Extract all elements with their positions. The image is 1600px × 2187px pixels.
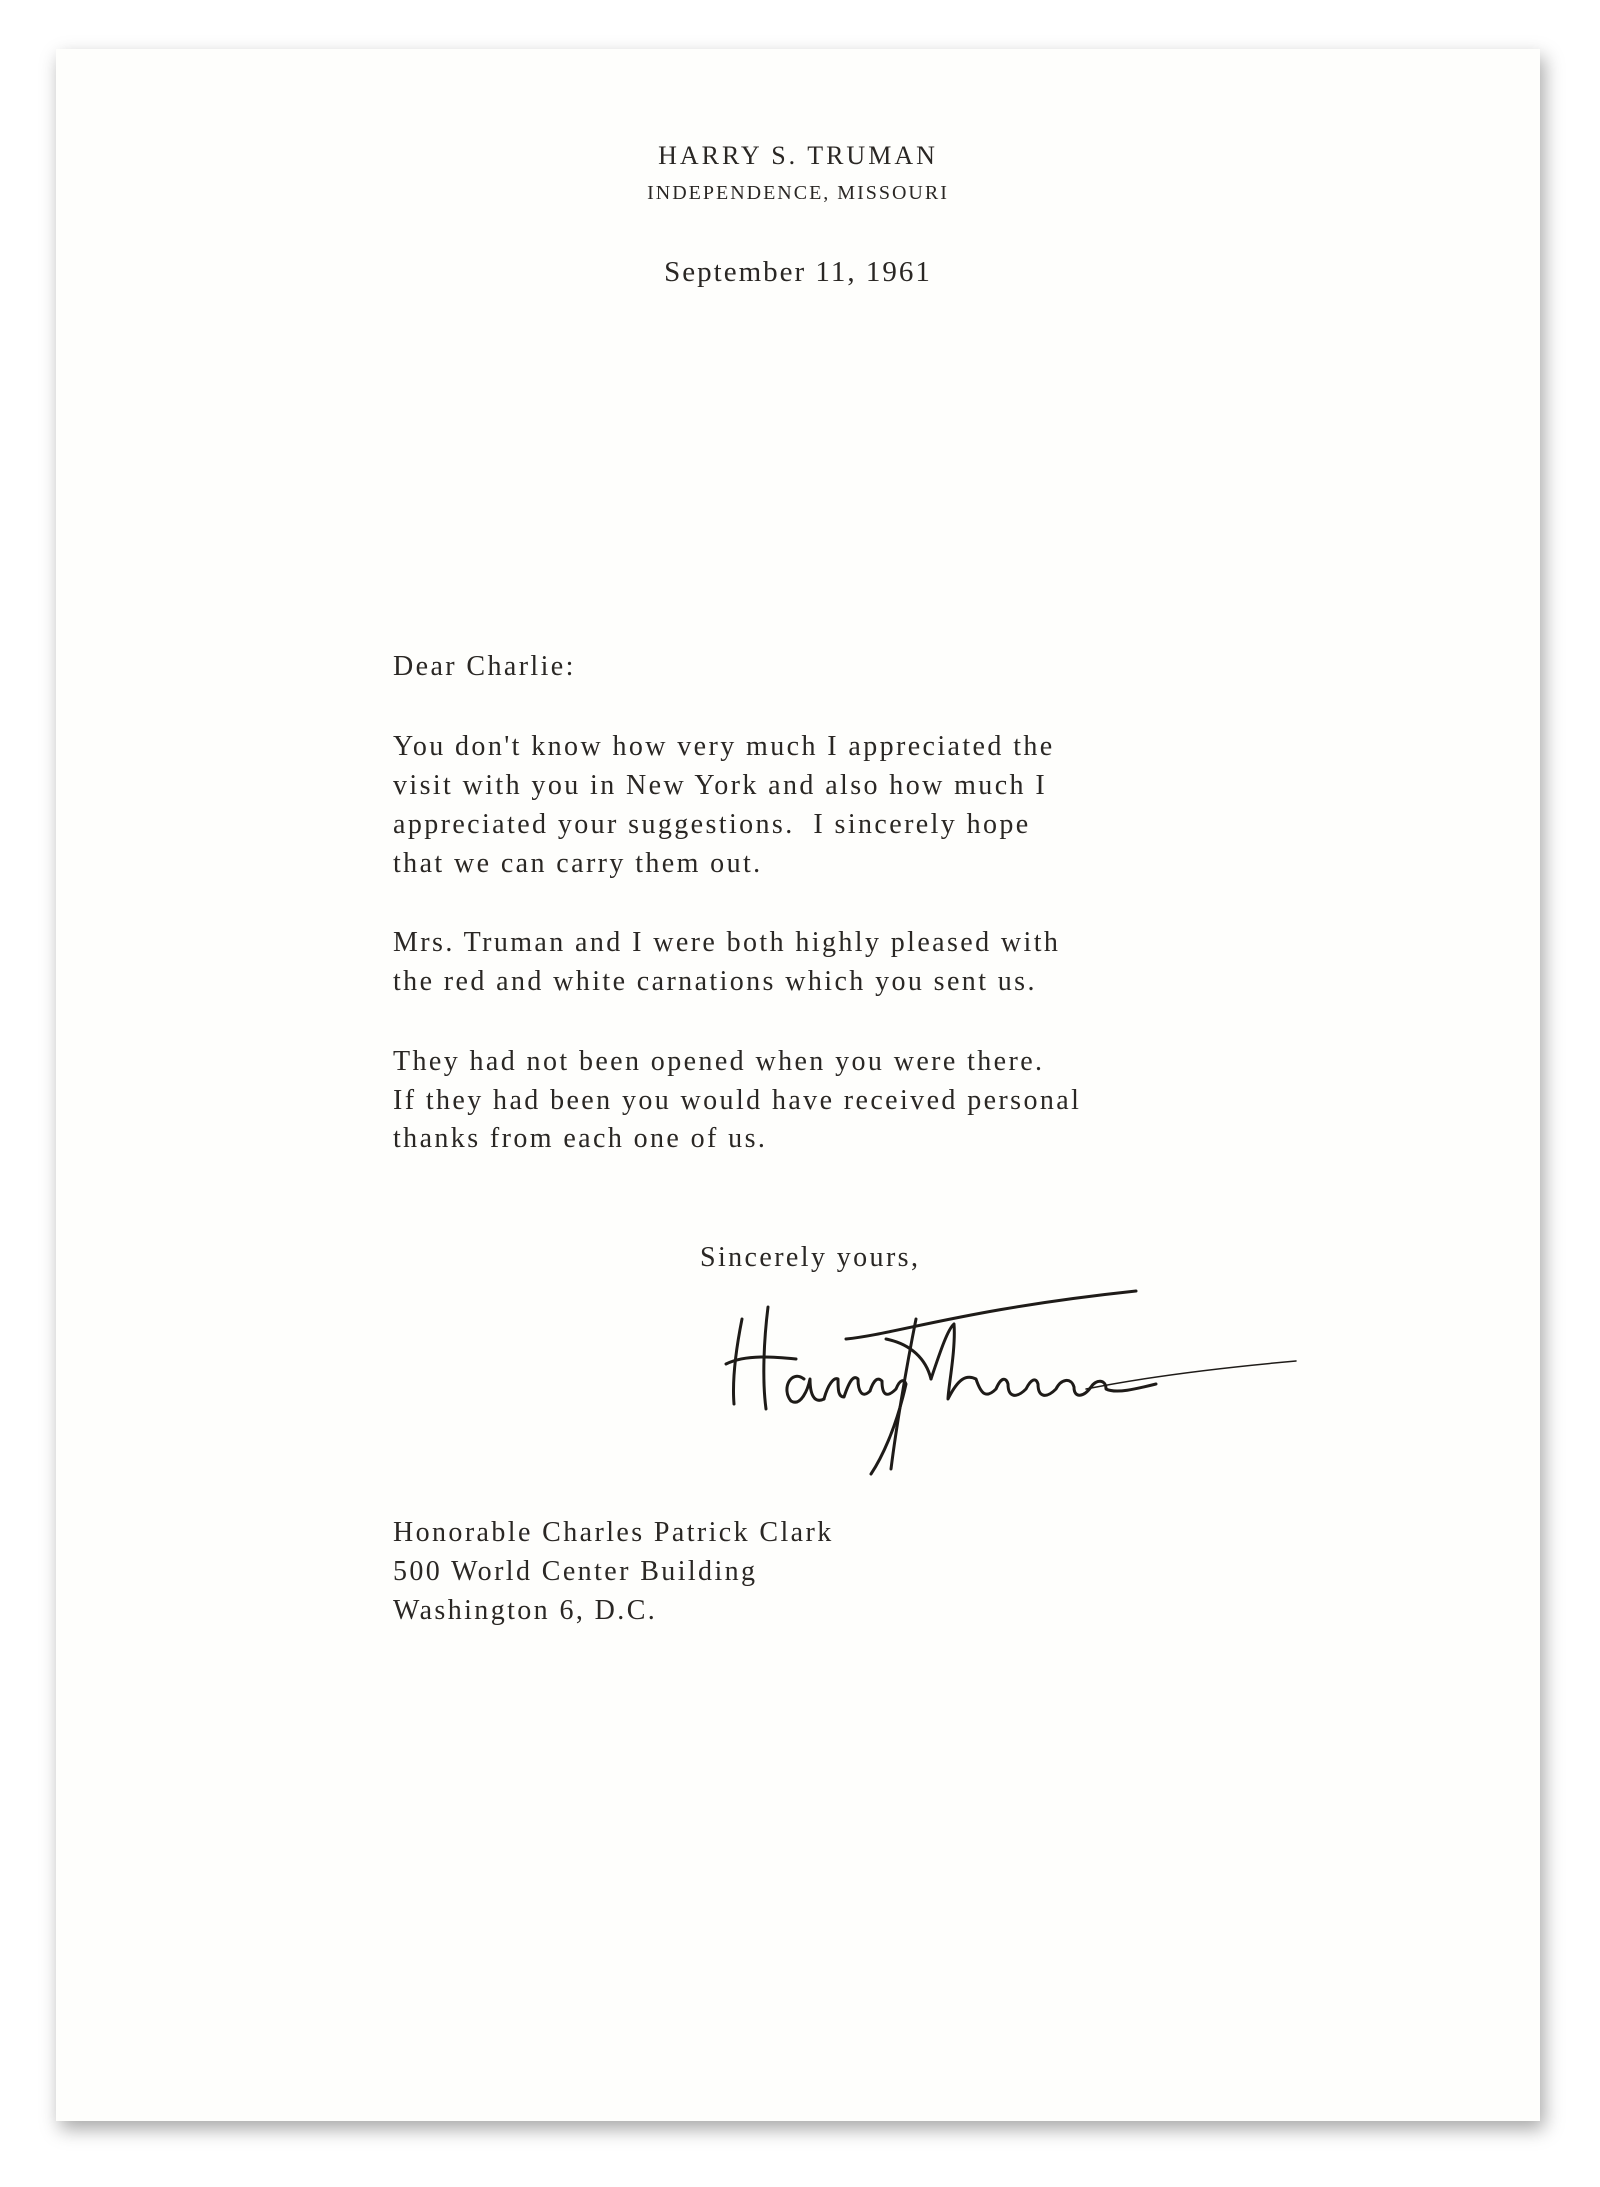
paragraph-1-line: that we can carry them out. (393, 848, 763, 879)
paragraph-2-line: the red and white carnations which you sent us. (393, 966, 1037, 997)
closing: Sincerely yours, (700, 1242, 921, 1273)
paragraph-3-line: They had not been opened when you were there. (393, 1046, 1045, 1077)
letter-page (56, 49, 1540, 2121)
paragraph-1-line: appreciated your suggestions. I sincerely hope (393, 809, 1031, 840)
recipient-address-line: 500 World Center Building (393, 1556, 758, 1587)
paragraph-1-line: visit with you in New York and also how much I (393, 770, 1048, 801)
paragraph-2-line: Mrs. Truman and I were both highly pleased with (393, 927, 1061, 958)
paragraph-3-line: thanks from each one of us. (393, 1123, 768, 1154)
paragraph-3-line: If they had been you would have received personal (393, 1085, 1082, 1116)
salutation: Dear Charlie: (393, 651, 576, 682)
signature-image (686, 1229, 1306, 1489)
recipient-name: Honorable Charles Patrick Clark (393, 1517, 834, 1548)
recipient-city: Washington 6, D.C. (393, 1595, 658, 1626)
letter-date: September 11, 1961 (664, 256, 932, 288)
letterhead-name: HARRY S. TRUMAN (658, 141, 938, 170)
letterhead-location: INDEPENDENCE, MISSOURI (647, 182, 949, 204)
paragraph-1-line: You don't know how very much I appreciated the (393, 731, 1055, 762)
